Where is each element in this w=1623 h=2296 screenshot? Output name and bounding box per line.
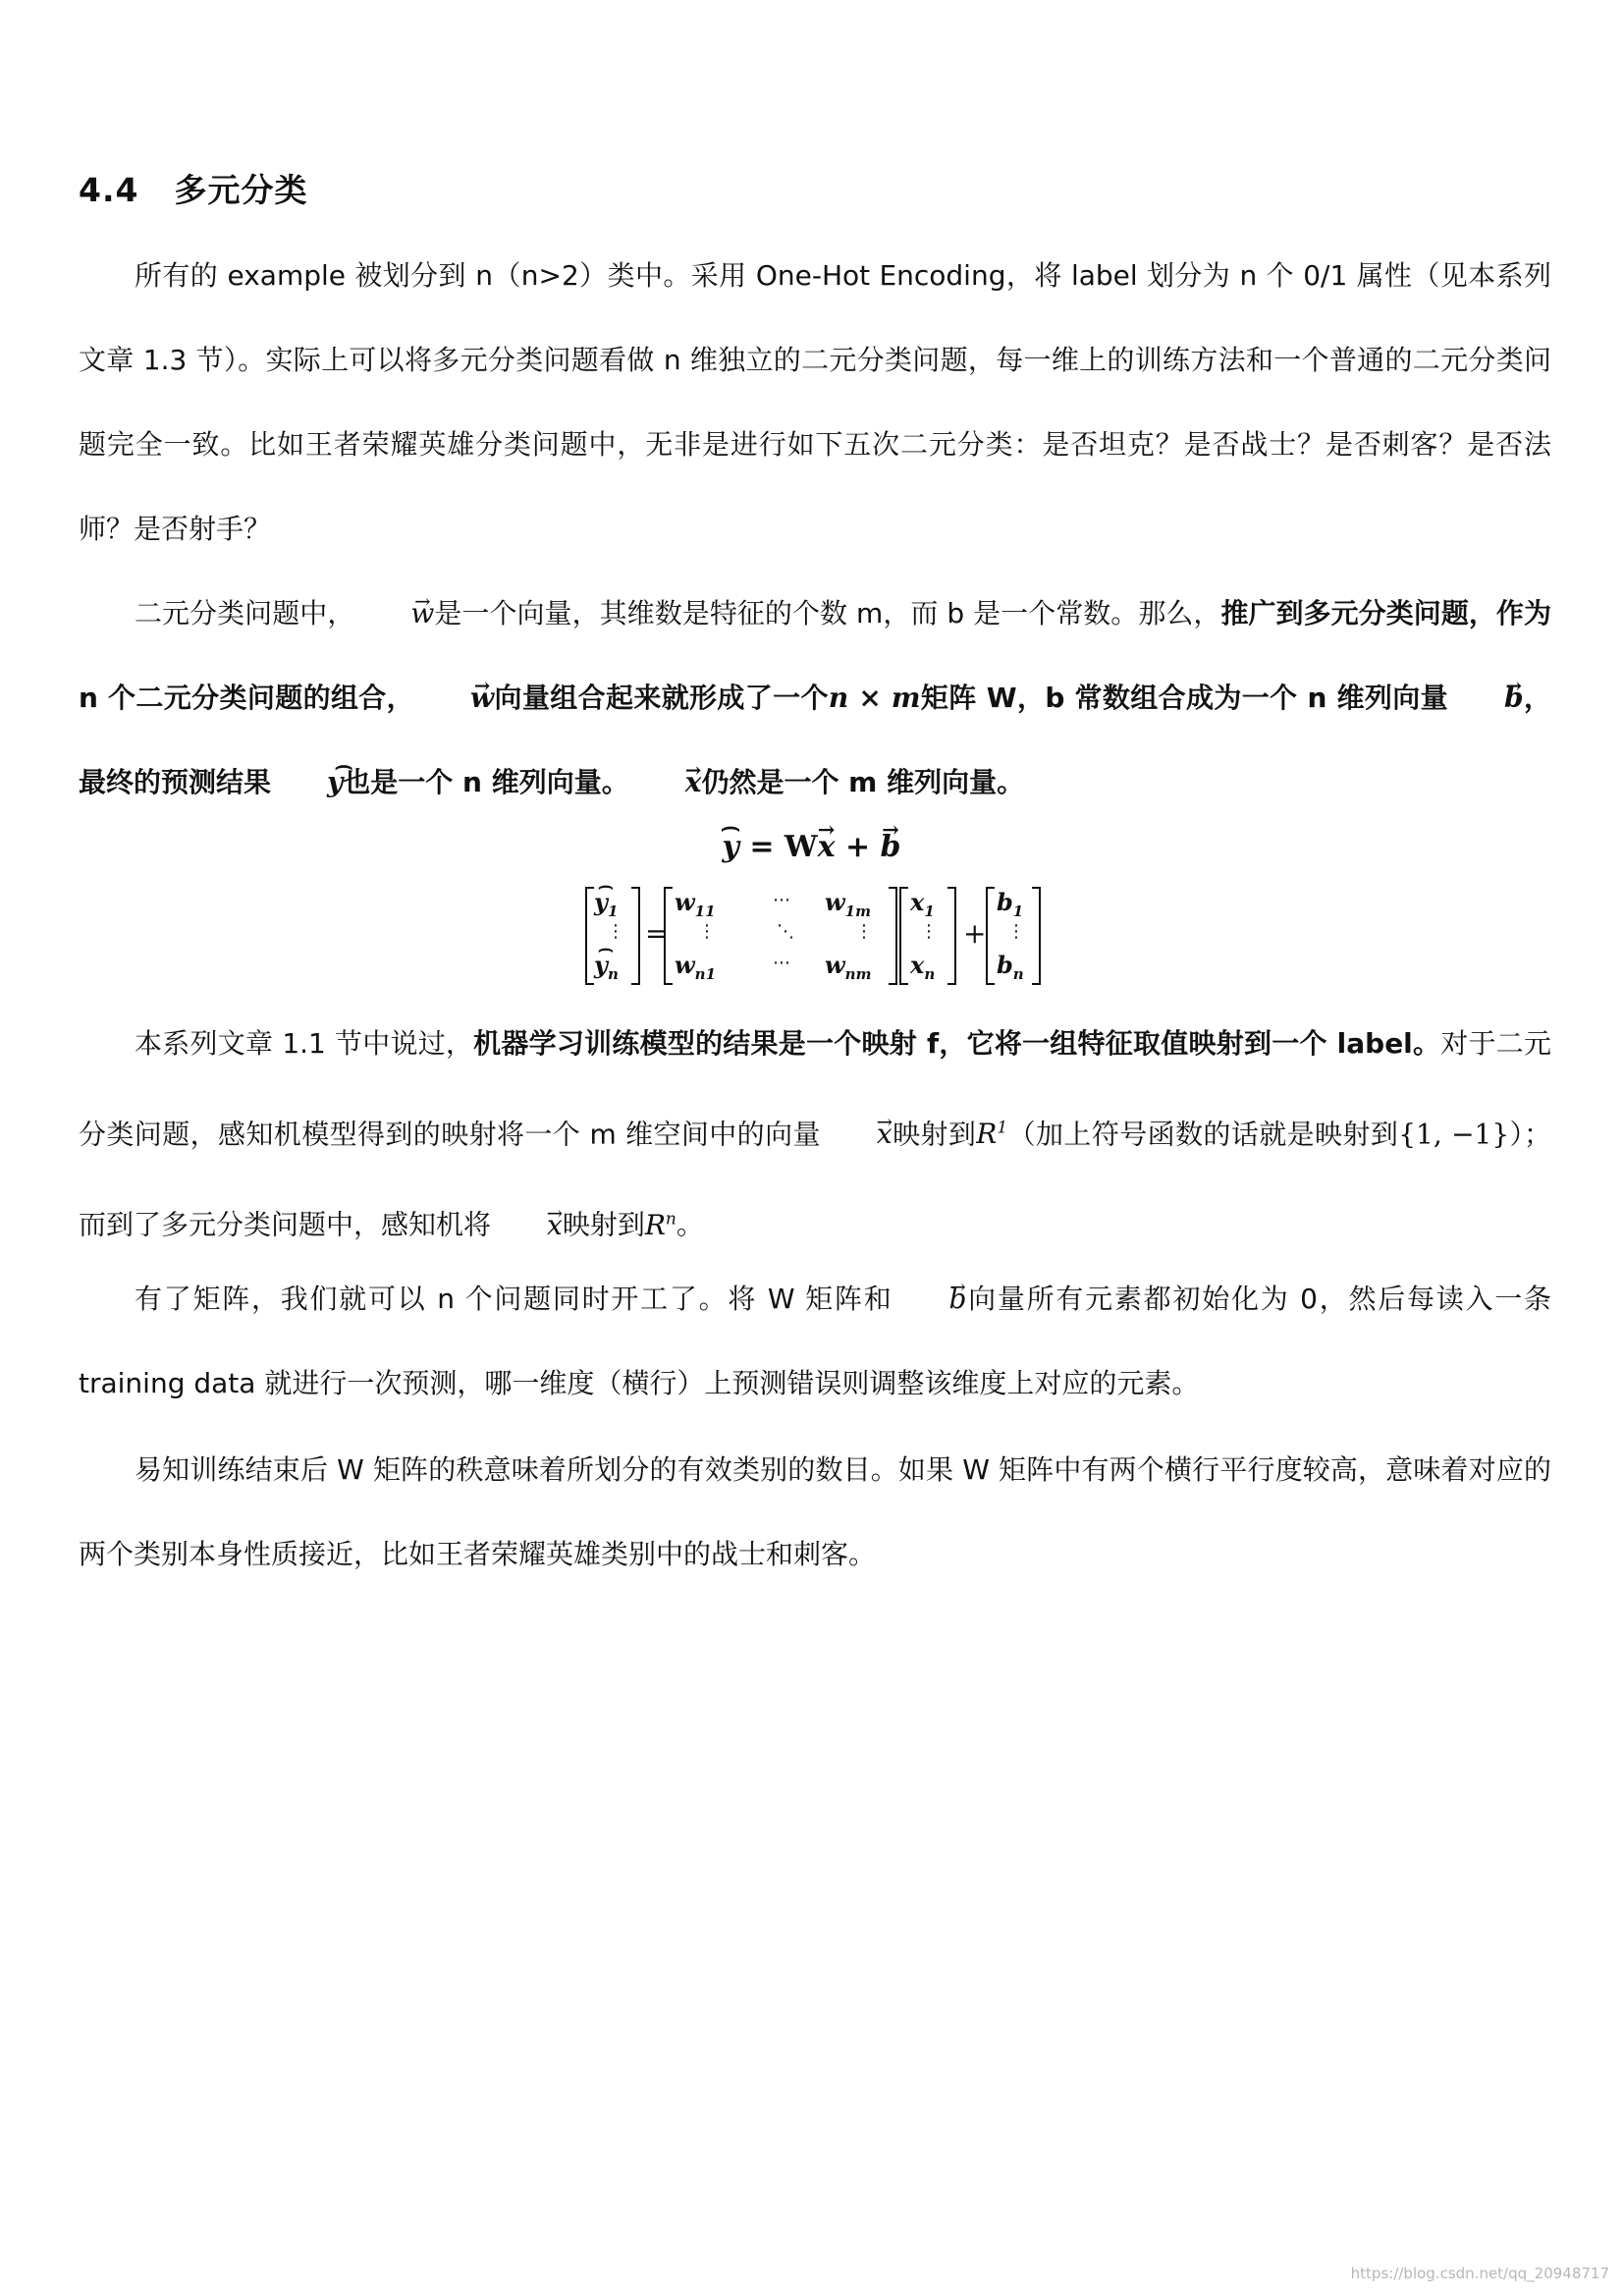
text-run: 映射到 bbox=[892, 1118, 977, 1151]
b-vector-symbol: → b bbox=[881, 830, 901, 864]
section-heading bbox=[79, 165, 307, 211]
vdots-icon: ⋮ bbox=[920, 921, 938, 942]
text-run: 仍然是一个 m 维列向量。 bbox=[701, 766, 1025, 798]
paragraph-rank bbox=[79, 1428, 1551, 1597]
set-symbol: {1, −1} bbox=[1398, 1118, 1510, 1151]
equals-sign: = bbox=[645, 917, 669, 950]
plus-sign: + bbox=[963, 917, 987, 950]
text-run: ，最终的预测结果 bbox=[79, 682, 1551, 798]
vdots-icon: ⋮ bbox=[855, 921, 873, 942]
matrix-wnm: $w_{nm}$ bbox=[825, 951, 872, 983]
paragraph-mapping bbox=[79, 1002, 1551, 1268]
b-vector-symbol: → b bbox=[1448, 656, 1524, 740]
n-by-m-symbol: n × m bbox=[828, 682, 921, 714]
y-hat-symbol: ⌢ y bbox=[722, 830, 738, 864]
hdots-icon: ⋯ bbox=[773, 890, 790, 910]
x-vector-symbol: → x bbox=[629, 740, 702, 825]
watermark: https://blog.csdn.net/qq_20948717 bbox=[1350, 2265, 1609, 2282]
matrix-xn: $x_n$ bbox=[910, 951, 936, 983]
vdots-icon: ⋮ bbox=[607, 921, 624, 942]
paragraph-text: 易知训练结束后 W 矩阵的秩意味着所划分的有效类别的数目。如果 W 矩阵中有两个横行平行度较高，意味着对应的两个类别本身性质接近，比如王者荣耀英雄类别中的战士和刺客。 bbox=[79, 1453, 1551, 1570]
text-run: （加上符号函数的话就是映射到 bbox=[1007, 1118, 1399, 1151]
matrix-x1: $x_1$ bbox=[910, 888, 935, 920]
hdots-icon: ⋯ bbox=[773, 953, 790, 973]
matrix-yn: ⌢ $y_n$ bbox=[594, 951, 619, 983]
text-run: 也是一个 n 维列向量。 bbox=[343, 766, 629, 798]
paragraph-one-hot bbox=[79, 234, 1551, 572]
text-run: 对于二元分类问题，感知机模型得到的映射将一个 m 维空间中的向量 bbox=[79, 1027, 1551, 1151]
vdots-icon: ⋮ bbox=[1007, 921, 1025, 942]
text-run: 有了矩阵，我们就可以 n 个问题同时开工了。将 W 矩阵和 bbox=[135, 1283, 893, 1315]
text-run: 本系列文章 1.1 节中说过， bbox=[135, 1027, 474, 1060]
r1-symbol: $R^1$ bbox=[976, 1118, 1008, 1151]
matrix-b1: $b_1$ bbox=[997, 888, 1024, 920]
text-run: 向量所有元素都初始化为 0，然后每读入一条 training data 就进行一次预测，哪一维度（横行）上预测错误则调整该维度上对应的元素。 bbox=[79, 1283, 1551, 1399]
text-run: ）；而到了多元分类问题中，感知机将 bbox=[79, 1118, 1551, 1241]
text-run: 是一个向量，其维数是特征的个数 m，而 b 是一个常数。那么， bbox=[434, 597, 1221, 629]
bold-statement: 机器学习训练模型的结果是一个映射 f，它将一组特征取值映射到一个 label。 bbox=[473, 1027, 1441, 1060]
equation-text: + bbox=[835, 830, 881, 864]
vdots-icon: ⋮ bbox=[698, 921, 716, 942]
x-vector-symbol: → x bbox=[491, 1183, 563, 1268]
matrix-wn1: $w_{n1}$ bbox=[675, 951, 717, 983]
paragraph-text: 所有的 example 被划分到 n（n>2）类中。采用 One-Hot Encoding，将 label 划分为 n 个 0/1 属性（见本系列文章 1.3 节）。实际上可以将多元分类问题看做 n 维独立的二元分类问题，每一维上的训练方法和一个普通的二元分类问题完全一致。比如王者荣耀英雄分类问题中，无非是进行如下五次二元分类：是否坦克？是否战士？是否刺客？是否法师？是否射手？ bbox=[79, 259, 1551, 545]
ddots-icon: ⋱ bbox=[777, 921, 794, 942]
text-run: 。 bbox=[676, 1208, 704, 1241]
equation-text: = W bbox=[738, 830, 818, 864]
matrix-equation bbox=[584, 886, 1046, 986]
w-vector-symbol: → w bbox=[414, 656, 494, 740]
y-hat-symbol: ⌢ y bbox=[271, 740, 343, 825]
matrix-w1m: $w_{1m}$ bbox=[825, 888, 871, 920]
text-run: 映射到 bbox=[562, 1208, 645, 1241]
matrix-w11: $w_{11}$ bbox=[675, 888, 716, 920]
matrix-y1: ⌢ $y_1$ bbox=[594, 888, 618, 920]
section-number: 4.4 bbox=[79, 171, 139, 209]
prediction-equation bbox=[0, 830, 1623, 864]
paragraph-generalization bbox=[79, 572, 1551, 825]
text-run: 推广到多元分类问题，作为 n 个二元分类问题的组合， bbox=[79, 597, 1551, 714]
text-run: 二元分类问题中， bbox=[135, 597, 355, 629]
paragraph-training bbox=[79, 1257, 1551, 1426]
text-run: 矩阵 W，b 常数组合成为一个 n 维列向量 bbox=[920, 682, 1449, 714]
section-title: 多元分类 bbox=[174, 171, 308, 209]
w-vector-symbol: → w bbox=[354, 572, 434, 656]
rn-symbol: $R^n$ bbox=[644, 1208, 676, 1241]
b-vector-symbol: → b bbox=[893, 1257, 966, 1341]
x-vector-symbol: → x bbox=[821, 1092, 893, 1176]
matrix-bn: $b_n$ bbox=[997, 951, 1024, 983]
text-run: 向量组合起来就形成了一个 bbox=[494, 682, 829, 714]
x-vector-symbol: → x bbox=[818, 830, 836, 864]
